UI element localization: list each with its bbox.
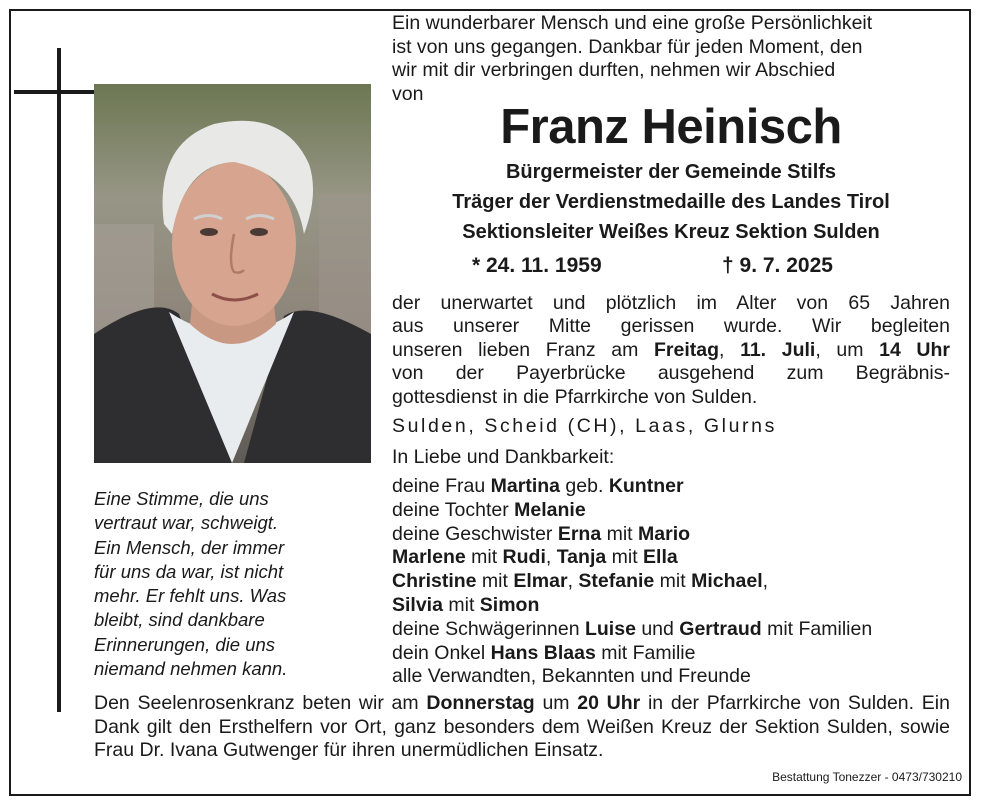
family-list [392,475,950,689]
honorary-titles: Bürgermeister der Gemeinde Stilfs Träger der Verdienstmedaille des Landes Tirol Sektionsleiter Weißes Kreuz Sektion Sulden [452,161,890,243]
funeral-details: der unerwartet und plötzlich im Alter von 65 Jahren aus unserer Mitte gerissen wurde. Wir begleiten unseren lieben Franz am Freitag, 11. Juli, um 14 Uhr von der Payerbrücke ausgehend zum Begräbnis- gottesdienst in die Pfarrkirche von Sulden. [392,292,951,408]
list-item: Christine mit Elmar, Stefanie mit Michael, [392,570,769,593]
list-item: Marlene mit Rudi, Tanja mit Ella [392,546,678,569]
deceased-name: Franz Heinisch [500,100,842,154]
list-item: deine Tochter Melanie [392,498,586,521]
rosary-and-thanks: Den Seelenrosenkranz beten wir am Donnerstag um 20 Uhr in der Pfarrkirche von Sulden. Ein Dank gilt den Ersthelfern vor Ort, ganz besonders dem Weißen Kreuz der Sektion Sulden, sowie Frau Dr. Ivana Gutwenger für ihren unermüdlichen Einsatz. [94,692,950,761]
list-item: deine Frau Martina geb. Kuntner [392,475,684,497]
places: Sulden, Scheid (CH), Laas, Glurns [392,415,777,437]
birth-date: * 24. 11. 1959 [472,254,602,277]
cross-icon [57,48,61,712]
cross-icon-bar [14,90,95,94]
poem: Eine Stimme, die uns vertraut war, schweigt. Ein Mensch, der immer für uns da war, ist nicht mehr. Er fehlt uns. Was bleibt, sind dankbare Erinnerungen, die uns niemand nehmen kann. [94,488,288,680]
list-item: deine Schwägerinnen Luise und Gertraud mit Familien [392,617,873,640]
list-item: Silvia mit Simon [392,593,540,616]
death-date: † 9. 7. 2025 [722,254,833,277]
funeral-home-footer: Bestattung Tonezzer - 0473/730210 [772,770,962,784]
portrait-photo [94,84,371,463]
list-item: dein Onkel Hans Blaas mit Familie [392,641,696,664]
love-line: In Liebe und Dankbarkeit: [392,446,615,468]
list-item: deine Geschwister Erna mit Mario [392,522,691,545]
intro-text: Ein wunderbarer Mensch und eine große Persönlichkeit ist von uns gegangen. Dankbar für jeden Moment, den wir mit dir verbringen durften, nehmen wir Abschied von [392,12,873,105]
list-item: alle Verwandten, Bekannten und Freunde [392,665,751,688]
